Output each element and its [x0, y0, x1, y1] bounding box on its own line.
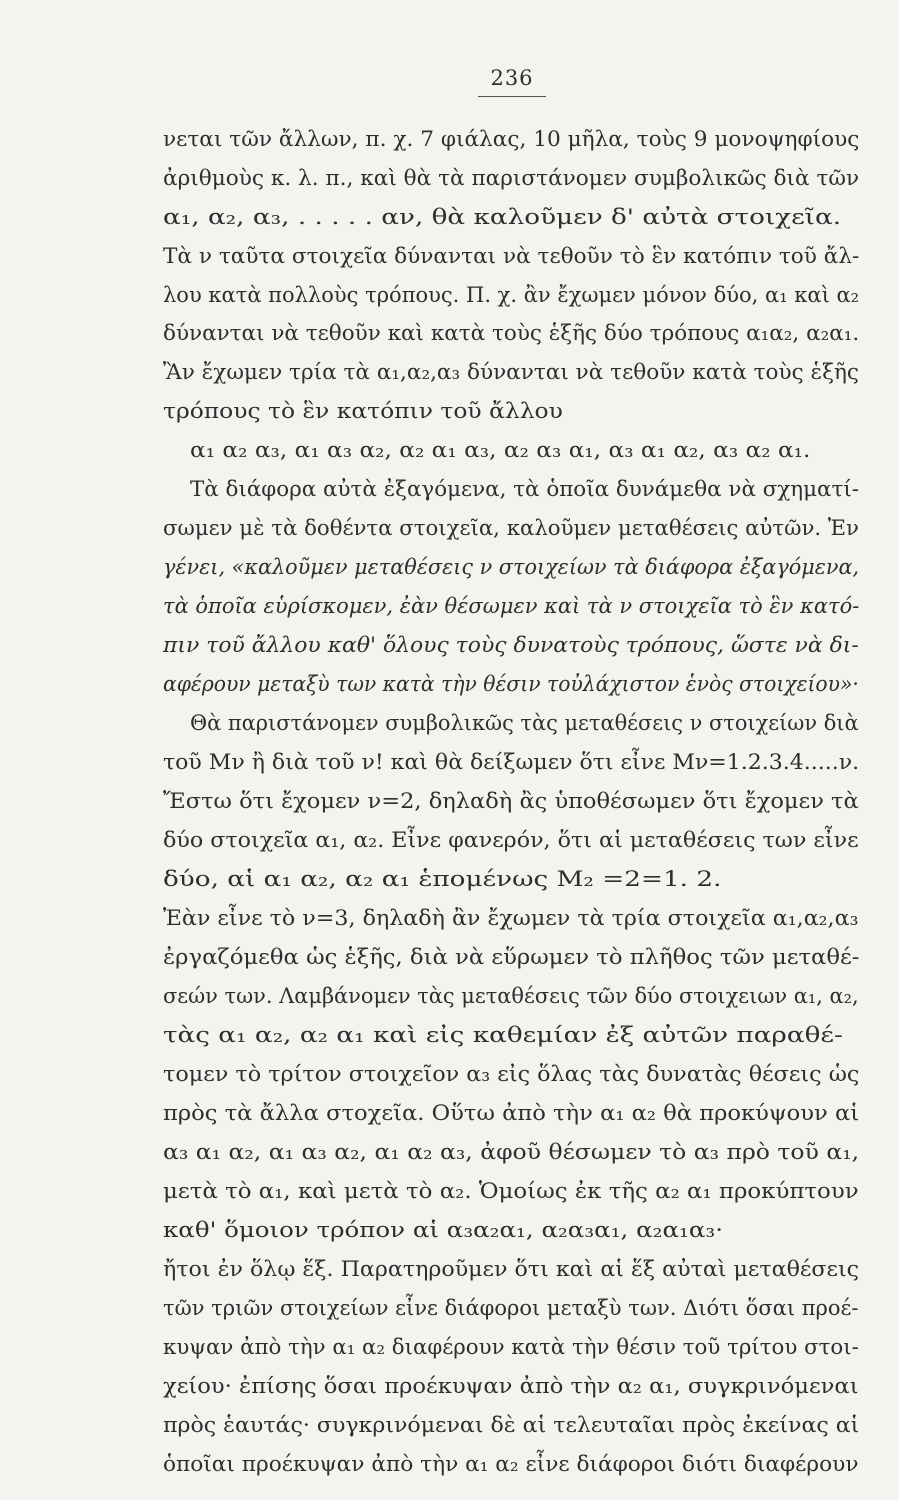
text-line: δύο, αἱ α₁ α₂, α₂ α₁ ἑπομένως M₂ =2=1. 2.: [163, 867, 722, 891]
page-number-rule: [478, 96, 546, 97]
text-line: καθ' ὅμοιον τρόπον αἱ α₃α₂α₁, α₂α₃α₁, α₂α₁α₃·: [163, 1218, 724, 1242]
text-line: νεται τῶν ἄλλων, π. χ. 7 φιάλας, 10 μῆλα, τοὺς 9 μονοψηφίους: [163, 127, 860, 151]
formula-line: α₁ α₂ α₃, α₁ α₃ α₂, α₂ α₁ α₃, α₂ α₃ α₁, α₃ α₁ α₂, α₃ α₂ α₁.: [190, 438, 811, 462]
text-line: πρὸς ἑαυτάς· συγκρινόμεναι δὲ αἱ τελευταῖαι πρὸς ἐκείνας αἱ: [163, 1413, 860, 1437]
text-line: ἤτοι ἐν ὅλῳ ἕξ. Παρατηροῦμεν ὅτι καὶ αἱ ἕξ αὐταὶ μεταθέσεις: [163, 1257, 860, 1281]
text-line: χείου· ἐπίσης ὅσαι προέκυψαν ἀπὸ τὴν α₂ α₁, συγκρινόμεναι: [163, 1374, 859, 1398]
definition-line: πιν τοῦ ἄλλου καθ' ὅλους τοὺς δυνατοὺς τρόπους, ὥστε νὰ δι-: [163, 633, 859, 657]
text-line: ἀριθμοὺς κ. λ. π., καὶ θὰ τὰ παριστάνομεν συμβολικῶς διὰ τῶν: [163, 166, 860, 190]
text-line: πρὸς τὰ ἄλλα στοχεῖα. Οὕτω ἀπὸ τὴν α₁ α₂ θὰ προκύψουν αἱ: [163, 1101, 860, 1125]
text-line: τῶν τριῶν στοιχείων εἶνε διάφοροι μεταξὺ των. Διότι ὅσαι προέ-: [163, 1296, 859, 1320]
text-line: τρόπους τὸ ἓν κατόπιν τοῦ ἄλλου: [163, 399, 563, 423]
page-number: 236: [490, 66, 534, 90]
text-line: κυψαν ἀπὸ τὴν α₁ α₂ διαφέρουν κατὰ τὴν θέσιν τοῦ τρίτου στοι-: [163, 1335, 859, 1359]
text-line: δύνανται νὰ τεθοῦν καὶ κατὰ τοὺς ἑξῆς δύο τρόπους α₁α₂, α₂α₁.: [163, 321, 860, 345]
text-line: Τὰ ν ταῦτα στοιχεῖα δύνανται νὰ τεθοῦν τὸ ἓν κατόπιν τοῦ ἄλ-: [163, 244, 860, 268]
definition-line: αφέρουν μεταξὺ των κατὰ τὴν θέσιν τοὐλάχιστον ἑνὸς στοιχείου»·: [163, 672, 859, 696]
text-line: ὁποῖαι προέκυψαν ἀπὸ τὴν α₁ α₂ εἶνε διάφοροι διότι διαφέρουν: [163, 1452, 859, 1476]
definition-line: γένει, «καλοῦμεν μεταθέσεις ν στοιχείων τὰ διάφορα ἐξαγόμενα,: [163, 555, 860, 579]
text-line: δύο στοιχεῖα α₁, α₂. Εἶνε φανερόν, ὅτι αἱ μεταθέσεις των εἶνε: [163, 828, 859, 852]
text-line: σεών των. Λαμβάνομεν τὰς μεταθέσεις τῶν δύο στοιχειων α₁, α₂,: [163, 984, 859, 1008]
text-line: α₃ α₁ α₂, α₁ α₃ α₂, α₁ α₂ α₃, ἀφοῦ θέσωμεν τὸ α₃ πρὸ τοῦ α₁,: [163, 1140, 860, 1164]
text-line: Θὰ παριστάνομεν συμβολικῶς τὰς μεταθέσεις ν στοιχείων διὰ: [190, 711, 859, 735]
text-line: Ἂν ἔχωμεν τρία τὰ α₁,α₂,α₃ δύνανται νὰ τεθοῦν κατὰ τοὺς ἑξῆς: [163, 360, 859, 384]
text-line: Ἔστω ὅτι ἔχομεν ν=2, δηλαδὴ ἂς ὑποθέσωμεν ὅτι ἔχομεν τὰ: [163, 789, 859, 813]
text-line: μετὰ τὸ α₁, καὶ μετὰ τὸ α₂. Ὁμοίως ἐκ τῆς α₂ α₁ προκύπτουν: [163, 1179, 859, 1203]
text-line: τομεν τὸ τρίτον στοιχεῖον α₃ εἰς ὅλας τὰς δυνατὰς θέσεις ὡς: [163, 1062, 860, 1086]
text-line: Ἐὰν εἶνε τὸ ν=3, δηλαδὴ ἂν ἔχωμεν τὰ τρία στοιχεῖα α₁,α₂,α₃: [163, 906, 859, 930]
text-line: λου κατὰ πολλοὺς τρόπους. Π. χ. ἂν ἔχωμεν μόνον δύο, α₁ καὶ α₂: [163, 283, 860, 307]
text-line: τὰς α₁ α₂, α₂ α₁ καὶ εἰς καθεμίαν ἐξ αὐτῶν παραθέ-: [163, 1023, 843, 1047]
text-line: ἐργαζόμεθα ὡς ἑξῆς, διὰ νὰ εὕρωμεν τὸ πλῆθος τῶν μεταθέ-: [163, 945, 860, 969]
text-line: α₁, α₂, α₃, . . . . . αν, θὰ καλοῦμεν δ' αὐτὰ στοιχεῖα.: [163, 205, 842, 229]
definition-line: τὰ ὁποῖα εὑρίσκομεν, ἐὰν θέσωμεν καὶ τὰ ν στοιχεῖα τὸ ἓν κατό-: [163, 594, 860, 618]
text-line: τοῦ Mν ἢ διὰ τοῦ ν! καὶ θὰ δείξωμεν ὅτι εἶνε Mν=1.2.3.4.....ν.: [163, 750, 860, 774]
text-line: σωμεν μὲ τὰ δοθέντα στοιχεῖα, καλοῦμεν μεταθέσεις αὐτῶν. Ἐν: [163, 516, 859, 540]
text-line: Τὰ διάφορα αὐτὰ ἐξαγόμενα, τὰ ὁποῖα δυνάμεθα νὰ σχηματί-: [190, 477, 860, 501]
